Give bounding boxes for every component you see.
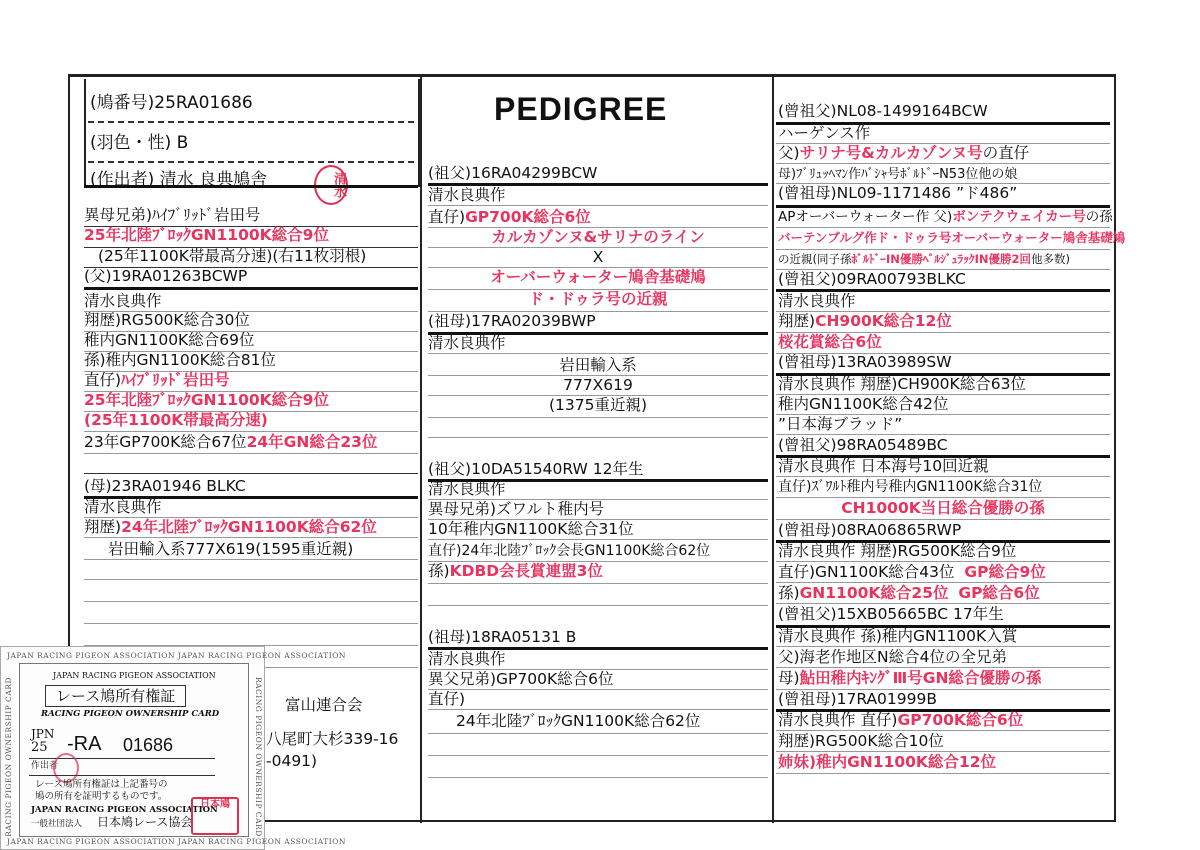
grandsire-1-offspring: 直仔)GP700K総合6位 [428, 208, 591, 226]
card-association-en: JAPAN RACING PIGEON ASSOCIATION [53, 671, 216, 680]
breeder-seal: 清水 [314, 165, 348, 205]
great-grandsire-3-line-2: 直仔)ｽﾞﾜﾙﾄ稚内号稚内GN1100K総合31位 [778, 479, 1043, 495]
grandsire-1-line-red-4: ド・ドゥラ号の近親 [528, 290, 668, 308]
card-footer-en: JAPAN RACING PIGEON ASSOCIATION [31, 805, 218, 815]
grandsire-2-ring: (祖父)10DA51540RW 12年生 [428, 460, 644, 478]
great-granddam-3-ring: (曾祖母)08RA06865RWP [778, 521, 962, 539]
great-granddam-4-line-1: 清水良典作 直仔)GP700K総合6位 [778, 711, 1024, 729]
card-statement-1: レース鳩所有権証は上記番号の [35, 779, 168, 790]
grandsire-2-line-1: 清水良典作 [428, 480, 506, 498]
card-edge-left: RACING PIGEON OWNERSHIP CARD [4, 677, 13, 837]
subject-half-sibling: 異母兄弟)ﾊｲﾌﾞﾘｯﾄﾞ岩田号 [84, 206, 261, 224]
middle-column [422, 77, 772, 820]
card-footer-jp-small: 一般社団法人 [31, 819, 83, 829]
card-jpn-label: JPN [31, 727, 55, 741]
card-year: 25 [31, 740, 48, 755]
great-grandsire-4-dam: 母)鮎田稚内ｷﾝｸﾞⅢ号GN総合優勝の孫 [778, 669, 1042, 687]
dam-ring: (母)23RA01946 BLKC [84, 477, 246, 495]
great-grandsire-1-ring: (曾祖父)NL08-1499164BCW [778, 102, 988, 120]
sire-line-3: 稚内GN1100K総合69位 [84, 331, 255, 349]
card-ra: -RA [67, 733, 102, 755]
sire-ring: (父)19RA01263BCWP [84, 267, 248, 285]
granddam-1-ring: (祖母)17RA02039BWP [428, 312, 596, 330]
great-grandsire-4-line-2: 父)海老作地区N総合4位の全兄弟 [778, 648, 1008, 666]
grandsire-1-line-1: 清水良典作 [428, 186, 506, 204]
card-statement-2: 鳩の所有を証明するものです。 [35, 791, 168, 802]
great-grandsire-2-record: 翔歴)CH900K総合12位 [778, 312, 952, 330]
sire-offspring-speed: (25年1100K帯最高分速) [84, 411, 268, 429]
card-title-en: RACING PIGEON OWNERSHIP CARD [41, 709, 220, 719]
grandsire-1-line-red-3: オーバーウォーター鳩舎基礎鳩 [490, 268, 706, 286]
great-granddam-2-line-2: 稚内GN1100K総合42位 [778, 395, 949, 413]
card-number: 01686 [123, 735, 174, 755]
granddam-1-line-1: 清水良典作 [428, 334, 506, 352]
sire-line-4: 孫)稚内GN1100K総合81位 [84, 351, 276, 369]
card-footer-jp: 日本鳩レース協会 [97, 815, 193, 829]
great-granddam-2-line-3: ”日本海ブラッド” [778, 415, 903, 433]
sire-line-2: 翔歴)RG500K総合30位 [84, 311, 250, 329]
granddam-1-line-3: 777X619 [563, 376, 633, 394]
great-grandsire-1-parents: 父)サリナ号&カルカゾンヌ号の直仔 [778, 144, 1030, 162]
grandsire-1-cross: X [592, 248, 604, 266]
great-granddam-1-line-1: APオーバーウォーター作 父)ボンテクウェイカー号の孫 [778, 209, 1113, 225]
grandsire-2-line-3: 10年稚内GN1100K総合31位 [428, 520, 634, 538]
card-maker-label: 作出者 [31, 761, 59, 771]
great-grandsire-2-line-1: 清水良典作 [778, 292, 856, 310]
subject-note-speed: (25年1100K帯最高分速)(右11枚羽根) [98, 247, 367, 265]
dam-record: 翔歴)24年北陸ﾌﾞﾛｯｸGN1100K総合62位 [84, 518, 377, 536]
granddam-2-line-3: 直仔) [428, 690, 466, 708]
grandsire-2-line-2: 異母兄弟)ズワルト稚内号 [428, 500, 605, 518]
granddam-1-line-2: 岩田輸入系 [559, 356, 637, 374]
granddam-2-line-4: 24年北陸ﾌﾞﾛｯｸGN1100K総合62位 [456, 712, 701, 730]
association-name: 富山連合会 [285, 696, 363, 714]
granddam-2-ring: (祖母)18RA05131 B [428, 628, 577, 646]
great-granddam-2-ring: (曾祖母)13RA03989SW [778, 353, 952, 371]
great-grandsire-2-record-2: 桜花賞総合6位 [778, 333, 882, 351]
great-grandsire-3-ring: (曾祖父)98RA05489BC [778, 436, 948, 454]
great-grandsire-4-line-1: 清水良典作 孫)稚内GN1100K入賞 [778, 627, 1018, 645]
grandsire-1-line-red-2: カルカゾンヌ&サリナのライン [491, 228, 705, 246]
grandsire-1-ring: (祖父)16RA04299BCW [428, 164, 598, 182]
great-granddam-1-ring: (曾祖母)NL09-1171486 ”ド486” [778, 184, 1018, 202]
card-edge-bottom: JAPAN RACING PIGEON ASSOCIATION JAPAN RACING PIGEON ASSOCIATION [7, 837, 346, 846]
sire-line-1: 清水良典作 [84, 292, 162, 310]
dam-line-3: 岩田輸入系777X619(1595重近親) [108, 540, 354, 558]
association-address: 八尾町大杉339-16 [266, 730, 399, 748]
card-edge-top: JAPAN RACING PIGEON ASSOCIATION JAPAN RACING PIGEON ASSOCIATION [7, 651, 346, 660]
great-grandsire-2-ring: (曾祖父)09RA00793BLKC [778, 270, 966, 288]
great-granddam-4-line-2: 翔歴)RG500K総合10位 [778, 732, 944, 750]
page-title: PEDIGREE [494, 91, 668, 127]
great-grandsire-1-line-3: 母)ﾌﾞﾘｭｯﾍﾏﾝ作ﾊﾞｼｬ号ﾎﾞﾙﾄﾞｰN53位他の娘 [778, 167, 1018, 182]
subject-half-sibling-result: 25年北陸ﾌﾞﾛｯｸGN1100K総合9位 [84, 226, 329, 244]
great-granddam-3-line-1: 清水良典作 翔歴)RG500K総合9位 [778, 542, 1017, 560]
granddam-2-line-2: 異父兄弟)GP700K総合6位 [428, 670, 614, 688]
right-column [774, 77, 1126, 820]
great-grandsire-4-ring: (曾祖父)15XB05665BC 17年生 [778, 605, 1004, 623]
grandsire-2-line-4: 直仔)24年北陸ﾌﾞﾛｯｸ会長GN1100K総合62位 [428, 543, 711, 559]
great-granddam-3-line-2: 直仔)GN1100K総合43位 GP総合9位 [778, 563, 1046, 581]
great-grandsire-3-line-1: 清水良典作 日本海号10回近親 [778, 457, 989, 475]
grandsire-2-grandchild: 孫)KDBD会長賞連盟3位 [428, 562, 603, 580]
great-granddam-1-line-3: の近親(同子孫ﾎﾞﾙﾄﾞｰIN優勝ﾍﾟﾙｼﾞｭﾗｯｸIN優勝2回他多数) [778, 252, 1071, 266]
association-zip: -0491) [266, 752, 318, 770]
card-edge-right: RACING PIGEON OWNERSHIP CARD [254, 677, 263, 837]
dam-line-1: 清水良典作 [84, 498, 162, 516]
granddam-1-line-4: (1375重近親) [548, 396, 648, 414]
great-grandsire-1-line-1: ハーゲンス作 [778, 124, 871, 142]
great-granddam-1-line-2: バーテンブルグ作ド・ドゥラ号オーバーウォーター鳩舎基礎鳩 [778, 230, 1126, 245]
bird-color-sex: (羽色・性) B [90, 133, 189, 153]
great-granddam-2-line-1: 清水良典作 翔歴)CH900K総合63位 [778, 375, 1026, 393]
great-grandsire-3-line-red: CH1000K当日総合優勝の孫 [841, 499, 1045, 517]
great-granddam-4-ring: (曾祖母)17RA01999B [778, 690, 938, 708]
bird-breeder: (作出者) 清水 良典鳩舎 [90, 170, 268, 190]
sire-last-line: 23年GP700K総合67位24年GN総合23位 [84, 433, 378, 451]
granddam-2-line-1: 清水良典作 [428, 650, 506, 668]
great-granddam-3-line-3: 孫)GN1100K総合25位 GP総合6位 [778, 584, 1040, 602]
card-official-stamp: 日本鳩 [191, 797, 239, 835]
sire-offspring: 直仔)ﾊｲﾌﾞﾘｯﾄﾞ岩田号 [84, 371, 230, 389]
card-title-jp: レース鳩所有権証 [45, 685, 186, 707]
sire-offspring-result: 25年北陸ﾌﾞﾛｯｸGN1100K総合9位 [84, 391, 329, 409]
great-granddam-4-sister: 姉妹)稚内GN1100K総合12位 [778, 753, 996, 771]
bird-ring-number: (鳩番号)25RA01686 [90, 93, 253, 113]
